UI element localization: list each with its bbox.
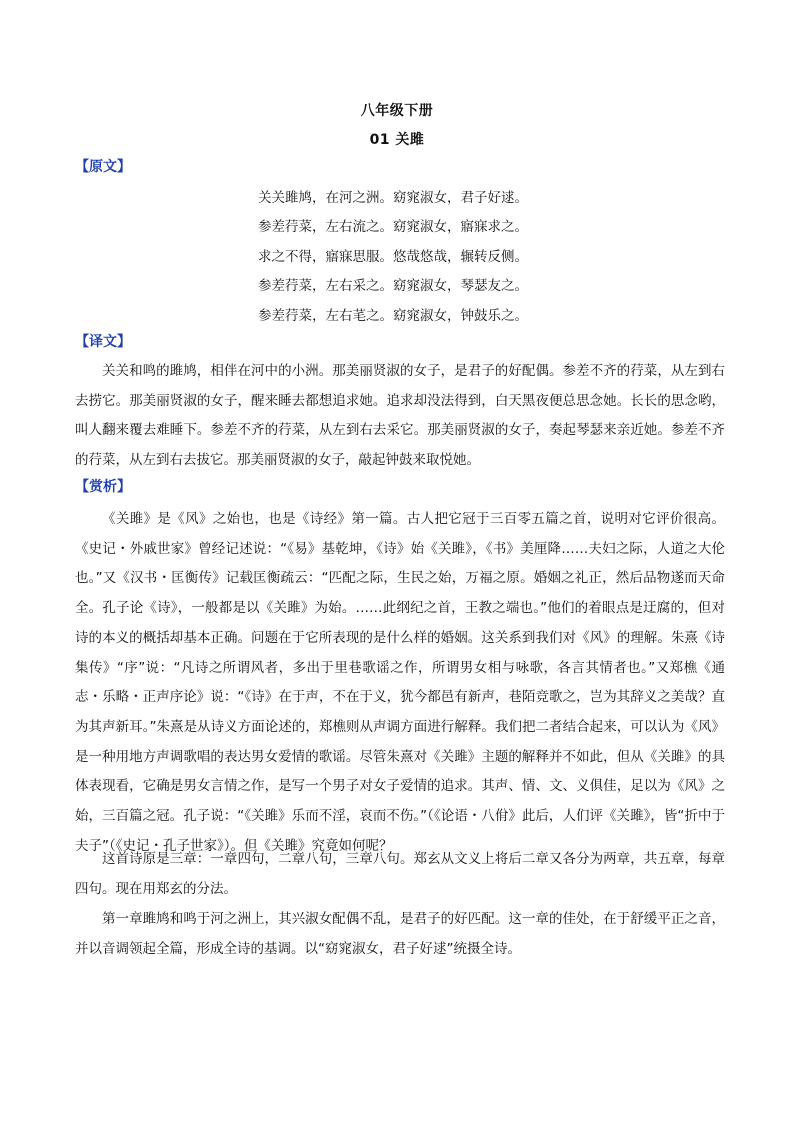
grade-title: 八年级下册: [360, 103, 434, 119]
appreciation-paragraph: 第一章雎鸠和鸣于河之洲上，其兴淑女配偶不乱，是君子的好匹配。这一章的佳处，在于舒缓平正之音，并以音调领起全篇，形成全诗的基调。以“窈窕淑女，君子好逑”统摄全诗。: [75, 911, 725, 957]
translation-label: 【译文】: [75, 334, 131, 350]
translation-paragraph: 关关和鸣的雎鸠，相伴在河中的小洲。那美丽贤淑的女子，是君子的好配偶。参差不齐的荇菜，从左到右去捞它。那美丽贤淑的女子，醒来睡去都想追求她。追求却没法得到，白天黑夜便总思念她。长长的思念哟，叫人翻来覆去难睡下。参差不齐的荇菜，从左到右去采它。那美丽贤淑的女子，奏起琴瑟来亲近她。参差不齐的荇菜，从左到右去拔它。那美丽贤淑的女子，敲起钟鼓来取悦她。: [75, 363, 725, 469]
poem-line: 参差荇菜，左右流之。窈窕淑女，寤寐求之。: [258, 219, 528, 236]
poem-line: 参差荇菜，左右采之。窈窕淑女，琴瑟友之。: [258, 278, 528, 295]
poem-line: 求之不得，寤寐思服。悠哉悠哉，辗转反侧。: [258, 248, 528, 265]
poem-line: 关关雎鸠，在河之洲。窈窕淑女，君子好逑。: [258, 190, 528, 206]
poem-line: 参差荇菜，左右芼之。窈窕淑女，钟鼓乐之。: [258, 307, 528, 324]
appreciation-label: 【赏析】: [75, 479, 131, 495]
appreciation-paragraph: 这首诗原是三章：一章四句，二章八句，三章八句。郑玄从文义上将后二章又各分为两章，共五章，每章四句。现在用郑玄的分法。: [75, 851, 725, 897]
poem-original-text: [258, 184, 598, 331]
lesson-title: 01 关雎: [369, 132, 425, 148]
original-text-label: 【原文】: [75, 159, 131, 175]
appreciation-paragraph: 《关雎》是《风》之始也，也是《诗经》第一篇。古人把它冠于三百零五篇之首，说明对它评价很高。《史记・外戚世家》曾经记述说：“《易》基乾坤，《诗》始《关雎》，《书》美厘降……夫妇之际，人道之大伦也。”又《汉书・匡衡传》记载匡衡疏云：“匹配之际，生民之始，万福之原。婚姻之礼正，然后品物遂而天命全。孔子论《诗》，一般都是以《关雎》为始。……此纲纪之首，王教之端也。”他们的着眼点是迂腐的，但对诗的本义的概括却基本正确。问题在于它所表现的是什么样的婚姻。这关系到我们对《风》的理解。朱熹《诗集传》“序”说：“凡诗之所谓风者，多出于里巷歌谣之作，所谓男女相与咏歌，各言其情者也。”又郑樵《通志・乐略・正声序论》说：“《诗》在于声，不在于义，犹今都邑有新声，巷陌竞歌之，岂为其辞义之美哉？直为其声新耳。”朱熹是从诗义方面论述的，郑樵则从声调方面进行解释。我们把二者结合起来，可以认为《风》是一种用地方声调歌唱的表达男女爱情的歌谣。尽管朱熹对《关雎》主题的解释并不如此，但从《关雎》的具体表现看，它确是男女言情之作，是写一个男子对女子爱情的追求。其声、情、文、义俱佳，足以为《风》之始，三百篇之冠。孔子说：“《关雎》乐而不淫，哀而不伤。”（《论语・八佾》此后，人们评《关雎》，皆“折中于夫子”（《史记・孔子世家》）。但《关雎》究竟如何呢？: [75, 511, 725, 854]
